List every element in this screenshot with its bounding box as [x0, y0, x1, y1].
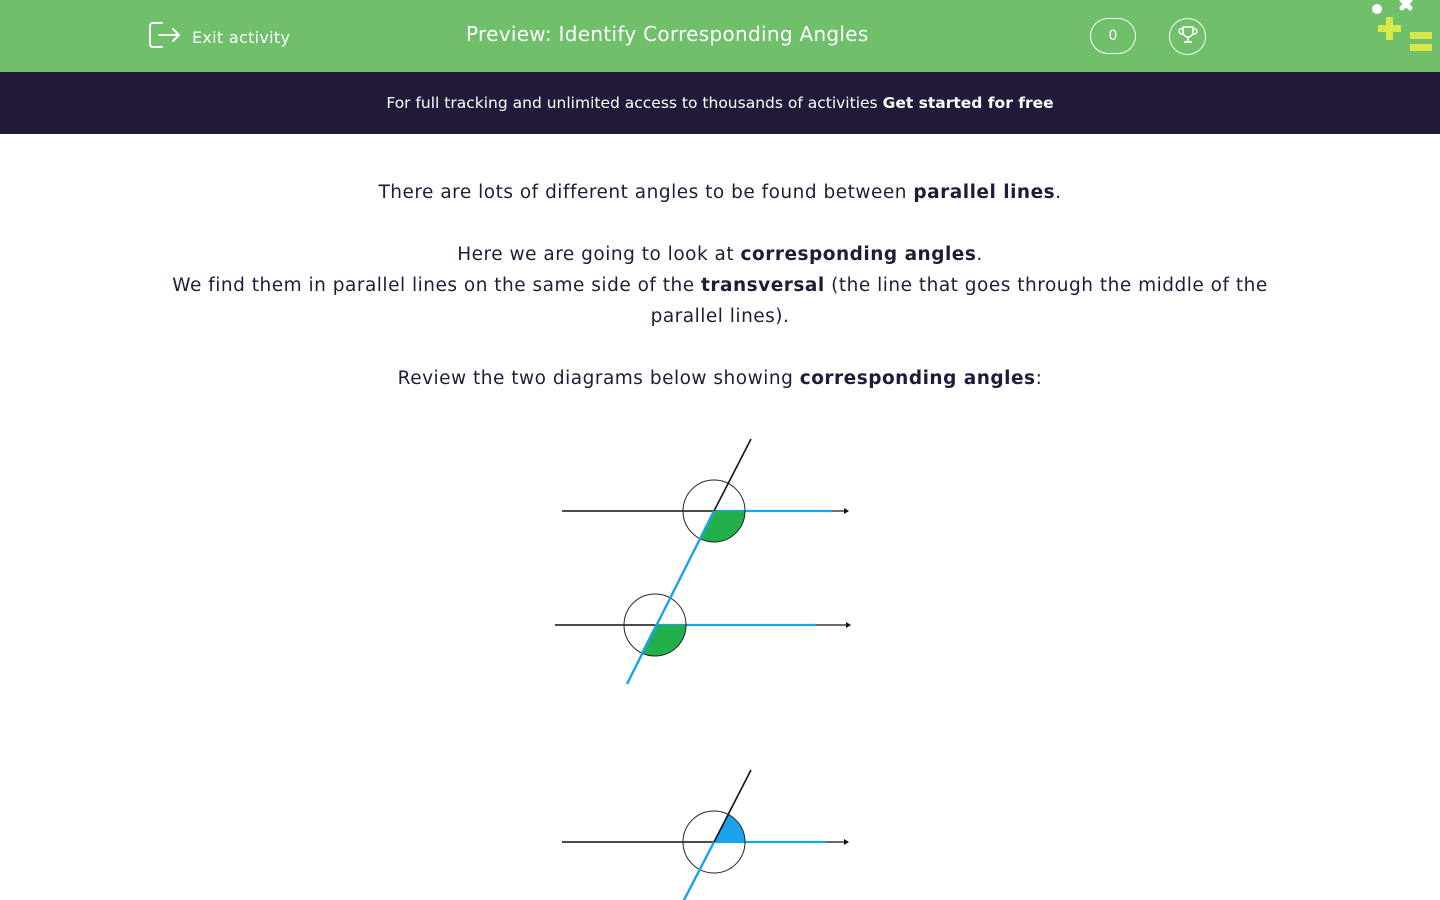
arrowhead-icon [844, 839, 849, 845]
trophy-button[interactable] [1169, 18, 1206, 55]
promo-banner [0, 72, 1440, 134]
text: : [1035, 368, 1043, 389]
exit-activity-button[interactable] [148, 20, 290, 54]
paragraph-corresponding [150, 239, 1290, 270]
transversal-top-black [714, 439, 751, 511]
text: We find them in parallel lines on the same side of the [172, 275, 702, 296]
paragraph-transversal [150, 270, 1290, 332]
banner-text: For full tracking and unlimited access to thousands of activities [386, 94, 878, 112]
exit-activity-label: Exit activity [192, 27, 291, 47]
paragraph-review [150, 363, 1290, 394]
transversal-blue [683, 842, 714, 900]
text: (the line that goes through the middle of the parallel lines). [650, 275, 1268, 327]
exit-icon [148, 20, 182, 54]
diagram-green-corresponding-angles [540, 430, 880, 700]
text: There are lots of different angles to be found between [378, 182, 914, 203]
page-title: Preview: Identify Corresponding Angles [466, 22, 869, 46]
brand-logo [1366, 0, 1440, 58]
text: . [1055, 182, 1062, 203]
term-parallel-lines: parallel lines [913, 182, 1056, 203]
instructions [150, 177, 1290, 394]
arrowhead-icon [844, 508, 849, 514]
text: . [976, 244, 983, 265]
term-corresponding-angles: corresponding angles [740, 244, 977, 265]
get-started-link[interactable]: Get started for free [882, 94, 1054, 112]
term-corresponding-angles: corresponding angles [799, 368, 1036, 389]
diagram-blue-corresponding-angles [540, 760, 880, 900]
trophy-icon [1176, 23, 1200, 51]
angle-wedge-upper-blue [714, 814, 745, 842]
arrowhead-icon [846, 622, 851, 628]
top-bar [0, 0, 1440, 72]
paragraph-intro [150, 177, 1290, 208]
term-transversal: transversal [701, 275, 825, 296]
text: Review the two diagrams below showing [397, 368, 800, 389]
text: Here we are going to look at [457, 244, 741, 265]
score-badge: 0 [1090, 18, 1136, 54]
